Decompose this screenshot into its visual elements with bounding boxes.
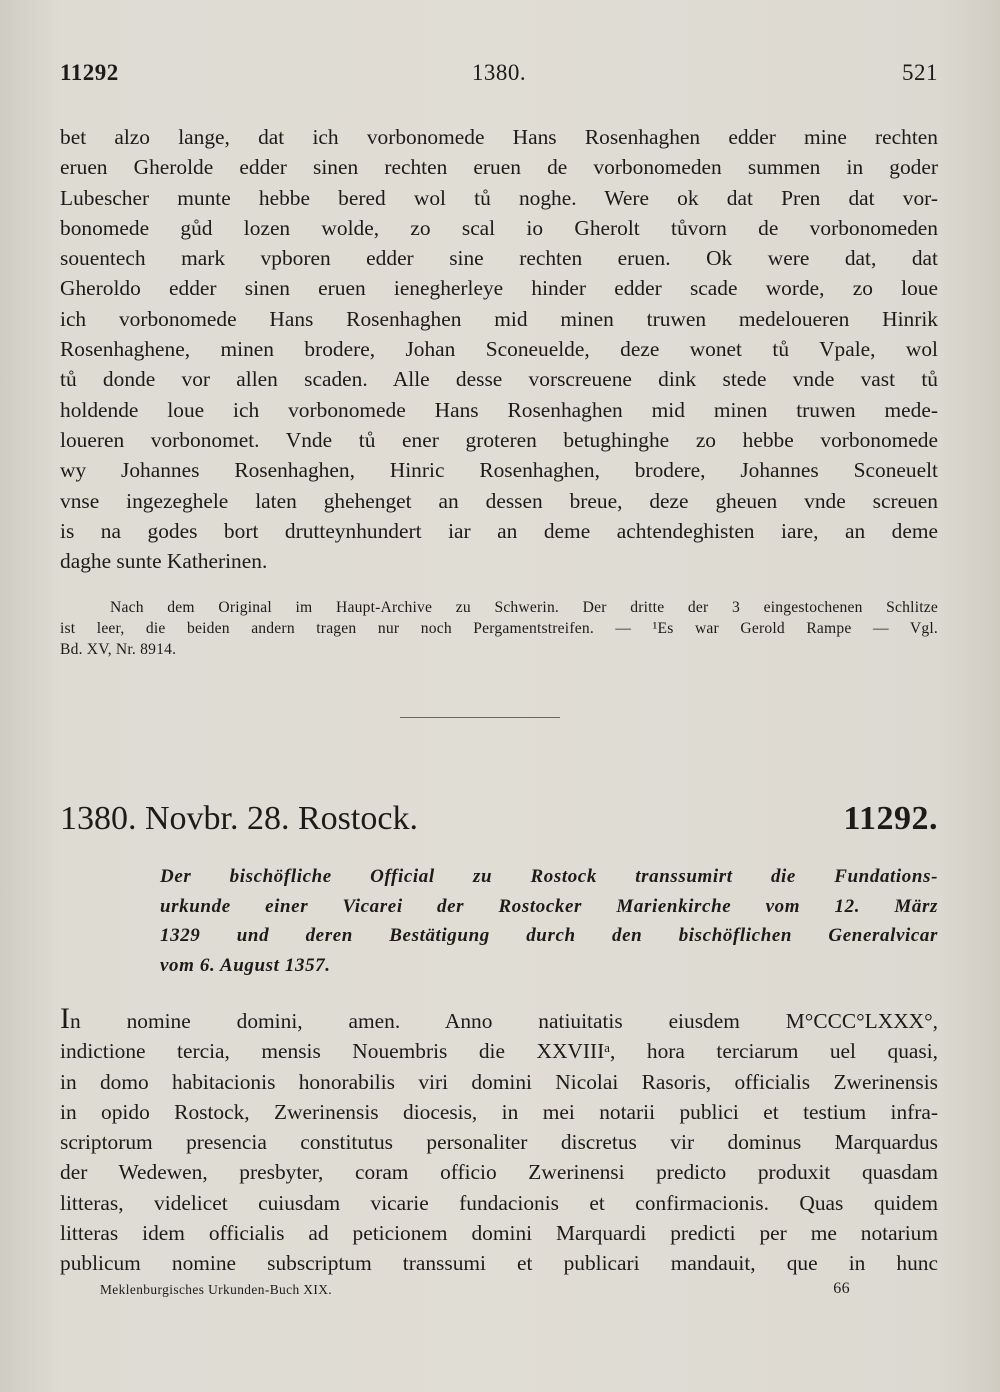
editorial-note: [60, 597, 938, 660]
note-line: ist leer, die beiden andern tragen nur noch Pergamentstreifen. — ¹Es war Gerold Rampe — Vgl.: [60, 620, 938, 637]
text-line: bet alzo lange, dat ich vorbonomede Hans Rosenhaghen edder mine rechten: [60, 125, 938, 149]
text-line: Lubescher munte hebbe bered wol tů noghe. Were ok dat Pren dat vor-: [60, 185, 938, 210]
text-line: indictione tercia, mensis Nouembris die XXVIIIᵃ, hora terciarum uel quasi,: [60, 1039, 938, 1064]
text-line: is na godes bort drutteynhundert iar an deme achtendeghisten iare, an deme: [60, 518, 938, 543]
running-head: [60, 60, 938, 90]
charter-text: [60, 1002, 938, 1279]
text-line: litteras idem officialis ad peticionem domini Marquardi predicti per me notarium: [60, 1221, 938, 1246]
text-line: daghe sunte Katherinen.: [60, 549, 268, 574]
regest-line: Der bischöfliche Official zu Rostock transsumirt die Fundations-: [160, 866, 938, 887]
note-line: Bd. XV, Nr. 8914.: [60, 641, 177, 658]
text-line: der Wedewen, presbyter, coram officio Zwerinensi predicto produxit quasdam: [60, 1160, 938, 1185]
text-line: in opido Rostock, Zwerinensis diocesis, in mei notarii publici et testium infra-: [60, 1099, 938, 1124]
text-line: wy Johannes Rosenhaghen, Hinric Rosenhaghen, brodere, Johannes Sconeuelt: [60, 458, 938, 483]
year-header: 1380.: [471, 60, 527, 85]
text-line: in domo habitacionis honorabilis viri domini Nicolai Rasoris, officialis Zwerinensis: [60, 1069, 938, 1094]
text-line-rest: n nomine domini, amen. Anno natiuitatis eiusdem M°CCC°LXXX°,: [70, 1009, 938, 1033]
regest-line: urkunde einer Vicarei der Rostocker Marienkirche vom 12. März: [160, 895, 938, 917]
date-place: 1380. Novbr. 28. Rostock.: [60, 800, 418, 837]
text-line-first: [60, 1002, 938, 1036]
section-divider: [400, 717, 560, 718]
text-line: publicum nomine subscriptum transsumi et publicari mandauit, que in hunc: [60, 1251, 938, 1276]
page-number-header: 521: [902, 60, 938, 85]
text-line: Rosenhaghene, minen brodere, Johan Sconeuelde, deze wonet tů Vpale, wol: [60, 337, 938, 362]
text-line: vnse ingezeghele laten ghehenget an dessen breue, deze gheuen vnde screuen: [60, 488, 938, 513]
charter-text-continued: [60, 122, 938, 576]
document-heading: [60, 800, 938, 844]
text-line: loueren vorbonomet. Vnde tů ener groteren betughinghe zo hebbe vorbonomede: [60, 427, 938, 452]
regest-line: 1329 und deren Bestätigung durch den bischöflichen Generalvicar: [160, 925, 938, 947]
text-line: holdende loue ich vorbonomede Hans Rosenhaghen mid minen truwen mede-: [60, 397, 938, 422]
text-line: bonomede gůd lozen wolde, zo scal io Gherolt tůvorn de vorbonomeden: [60, 215, 938, 240]
document-number: 11292.: [843, 800, 938, 837]
text-line: Gheroldo edder sinen eruen ienegherleye hinder edder scade worde, zo loue: [60, 276, 938, 301]
page-footer: [100, 1282, 850, 1302]
document-number-header: 11292: [60, 60, 119, 85]
text-line: scriptorum presencia constitutus personaliter discretus vir dominus Marquardus: [60, 1130, 938, 1155]
signature-number: 66: [833, 1280, 850, 1297]
text-line: litteras, videlicet cuiusdam vicarie fundacionis et confirmacionis. Quas quidem: [60, 1190, 938, 1215]
initial-letter: I: [60, 1002, 70, 1035]
text-line: souentech mark vpboren edder sine rechten eruen. Ok were dat, dat: [60, 246, 938, 271]
text-line: eruen Gherolde edder sinen rechten eruen de vorbonomeden summen in goder: [60, 155, 938, 180]
book-title-footer: Meklenburgisches Urkunden-Buch XIX.: [100, 1282, 333, 1297]
regest-summary: [160, 862, 938, 980]
text-line: ich vorbonomede Hans Rosenhaghen mid minen truwen medeloueren Hinrik: [60, 306, 938, 331]
regest-line: vom 6. August 1357.: [160, 954, 331, 976]
note-line: Nach dem Original im Haupt-Archive zu Schwerin. Der dritte der 3 eingestochenen Schlitze: [110, 599, 938, 616]
text-line: tů donde vor allen scaden. Alle desse vorscreuene dink stede vnde vast tů: [60, 367, 938, 392]
